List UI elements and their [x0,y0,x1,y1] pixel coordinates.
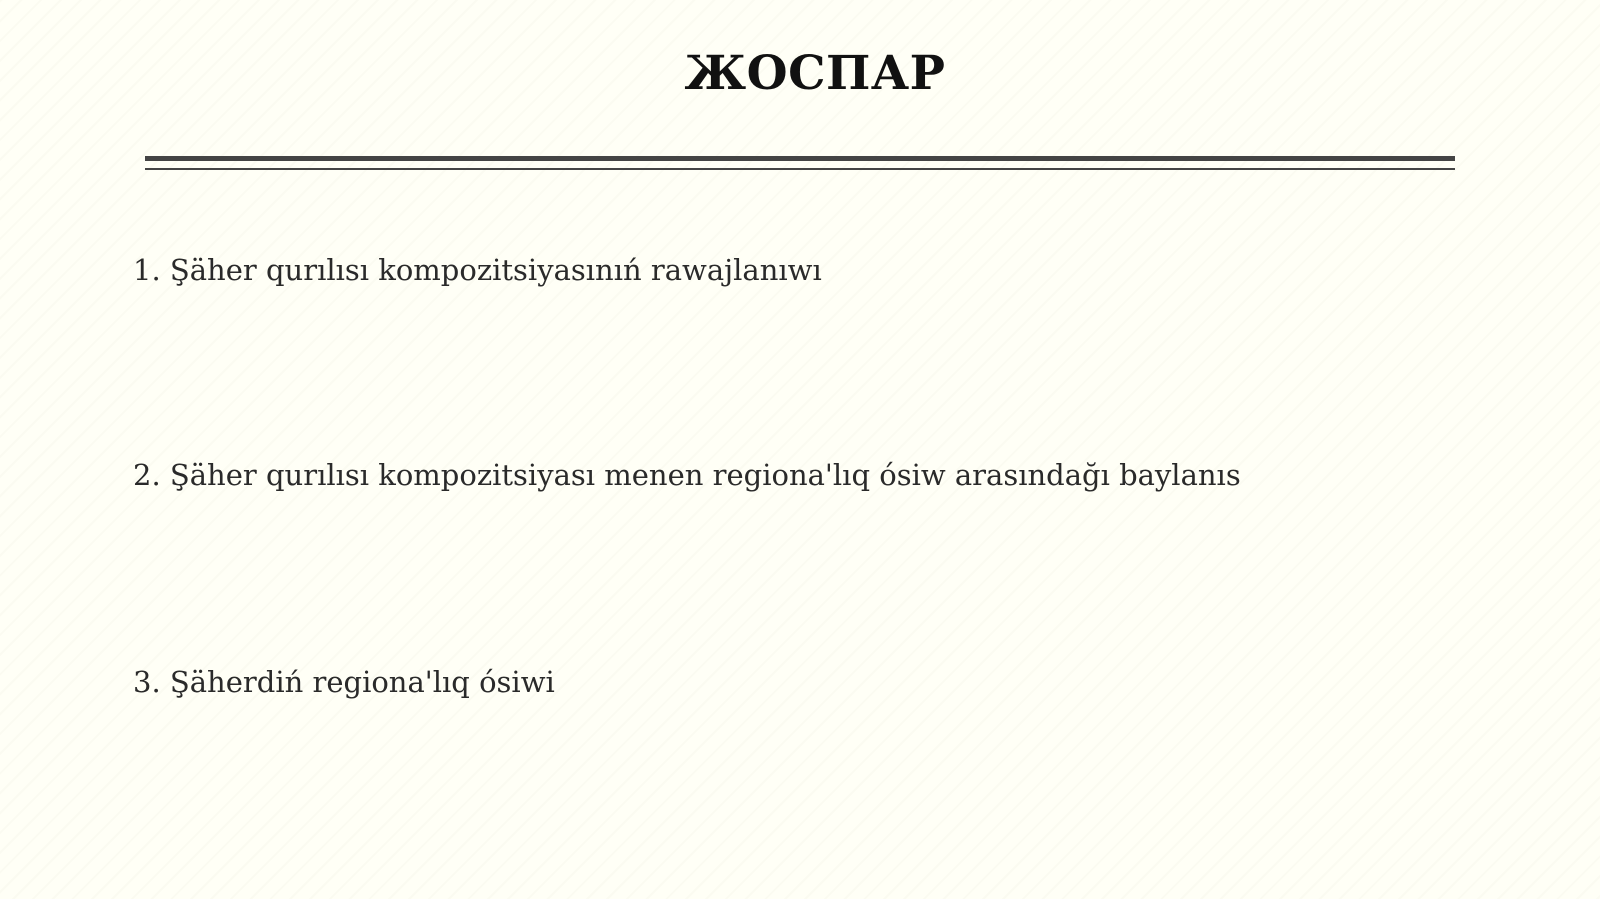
slide-title: ЖОСПАР [684,46,946,101]
plan-item-text: Şäherdiń regiona'lıq ósiwi [169,665,555,699]
plan-item-number: 3. [133,665,161,699]
title-rule-thin [145,168,1455,170]
plan-item-text: Şäher qurılısı kompozitsiyası menen regiona'lıq ósiw arasındağı baylanıs [169,458,1241,492]
plan-item [133,250,822,290]
plan-item-number: 1. [133,253,161,287]
plan-item-text: Şäher qurılısı kompozitsiyasınıń rawajlanıwı [169,253,822,287]
plan-item [133,662,555,702]
plan-item-number: 2. [133,458,161,492]
plan-item [133,455,1241,495]
title-rule-thick [145,156,1455,161]
